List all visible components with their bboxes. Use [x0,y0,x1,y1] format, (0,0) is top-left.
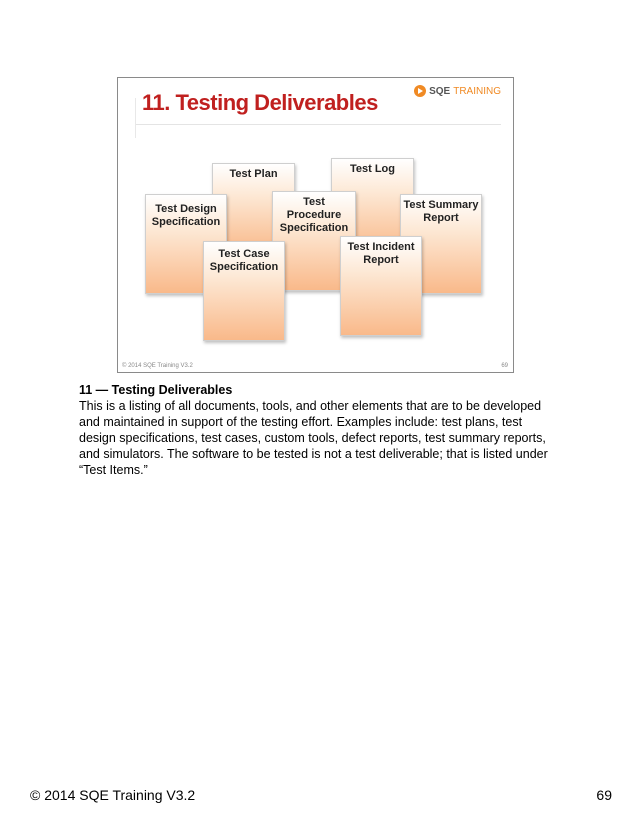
slide-title: 11. Testing Deliverables [142,90,378,115]
play-logo-icon [414,85,426,97]
logo-sqe-text: SQE [429,85,451,97]
note-test-case-specification [203,241,285,341]
slide-copyright: © 2014 SQE Training V3.2 [122,363,193,369]
sqe-training-logo [414,83,501,99]
slide-image [117,77,514,373]
notes-heading: 11 — Testing Deliverables [79,383,233,397]
note-label: Test Procedure Specification [279,196,349,234]
note-label: Test Plan [229,168,278,180]
speaker-notes [79,382,559,478]
note-label: Test Log [349,163,395,175]
note-label: Test Design Specification [151,203,221,228]
logo-training-text: TRAINING [453,85,501,97]
footer-copyright: © 2014 SQE Training V3.2 [30,787,196,803]
title-vertical-rule [135,98,136,138]
note-label: Test Incident Report [347,241,415,266]
note-label: Test Summary Report [403,199,479,224]
footer-page-number: 69 [596,787,612,803]
page-footer [30,787,612,803]
note-test-incident-report [340,236,422,336]
slide-number: 69 [501,363,508,369]
title-underline [136,124,501,125]
notes-body: This is a listing of all documents, tools, and other elements that are to be developed and maintained in support of the testing effort. Examples include: test plans, test design specifications, test cases, custom tools, defect reports, test summary reports, and simulators. The software to be tested is not a test deliverable; that is listed under “Test Items.” [79,399,548,477]
note-label: Test Case Specification [209,248,279,273]
